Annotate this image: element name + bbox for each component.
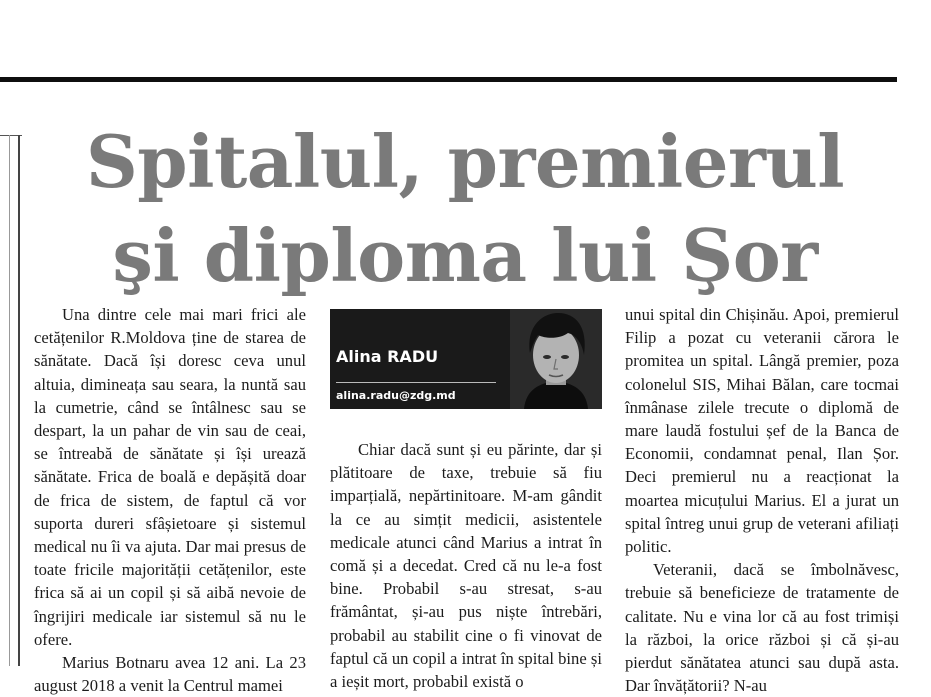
paragraph: Una dintre cele mai mari frici ale cetățenilor R.Moldova ține de starea de sănătate. Dacă își doresc ceva unul altuia, dimineața sau seara, la nuntă sau la cumetrie, când se întâlnesc sau se despart, la un pahar de vin sau de ceai, se întreabă de sănătate și își urează sănătate. Frica de boală e depășită doar de frica de sistem, de faptul că vor suporta dureri sfâșietoare și sistemul medical nu îi va ajuta. Dar mai presus de toate fricile majorității cetățenilor, este frica să ai un copil și să aibă nevoie de îngrijiri medicale iar sistemul să nu le ofere. xyxy=(34,305,306,649)
article-column-2 xyxy=(330,438,602,692)
author-portrait-icon xyxy=(510,309,602,409)
paragraph: unui spital din Chișinău. Apoi, premierul Filip a pozat cu veteranii cărora le promitea un spital. Lângă premier, poza colonelul SIS, Mihai Bălan, care tocmai înmânase zilele trecute o diplomă de mare laudă fostului șef de la Banca de Economii, condamnat penal, Ilan Șor. Deci premierul nu a reacționat la moartea micuțului Marius. El a jurat un spital întreg unui grup de veterani afiliați politic. xyxy=(625,305,899,557)
author-byline-box xyxy=(330,309,602,409)
frame-outer-line xyxy=(18,135,20,666)
headline-line-1: Spitalul, premierul xyxy=(85,119,845,204)
article-column-1 xyxy=(34,303,306,696)
frame-inner-line xyxy=(9,135,10,666)
author-email: alina.radu@zdg.md xyxy=(336,389,456,402)
article-column-3 xyxy=(625,303,899,696)
top-rule xyxy=(0,77,897,82)
paragraph: Veteranii, dacă se îmbolnăvesc, trebuie să beneficieze de tratamente de calitate. Nu e vina lor că au fost trimiși la război, la orice război și că și-au pierdut sănătatea atunci sau după asta. Dar învățătorii? N-au xyxy=(625,560,899,696)
left-column-frame xyxy=(0,135,22,666)
byline-divider xyxy=(336,382,496,383)
author-name: Alina RADU xyxy=(336,347,439,366)
headline-line-2: şi diploma lui Şor xyxy=(112,213,818,298)
paragraph: Chiar dacă sunt și eu părinte, dar și plătitoare de taxe, trebuie să fiu imparțială, nepărtinitoare. M-am gândit la ce au simțit medicii, asistentele medicale atunci când Marius a intrat în comă și a decedat. Cred că nu le-a fost bine. Probabil s-au stresat, s-au frământat, și-au pus niște întrebări, probabil au stabilit cine o fi vinovat de faptul că un copil a intrat în spital bine și a ieșit mort, probabil există o xyxy=(330,440,602,692)
paragraph: Marius Botnaru avea 12 ani. La 23 august 2018 a venit la Centrul mamei xyxy=(34,653,306,696)
